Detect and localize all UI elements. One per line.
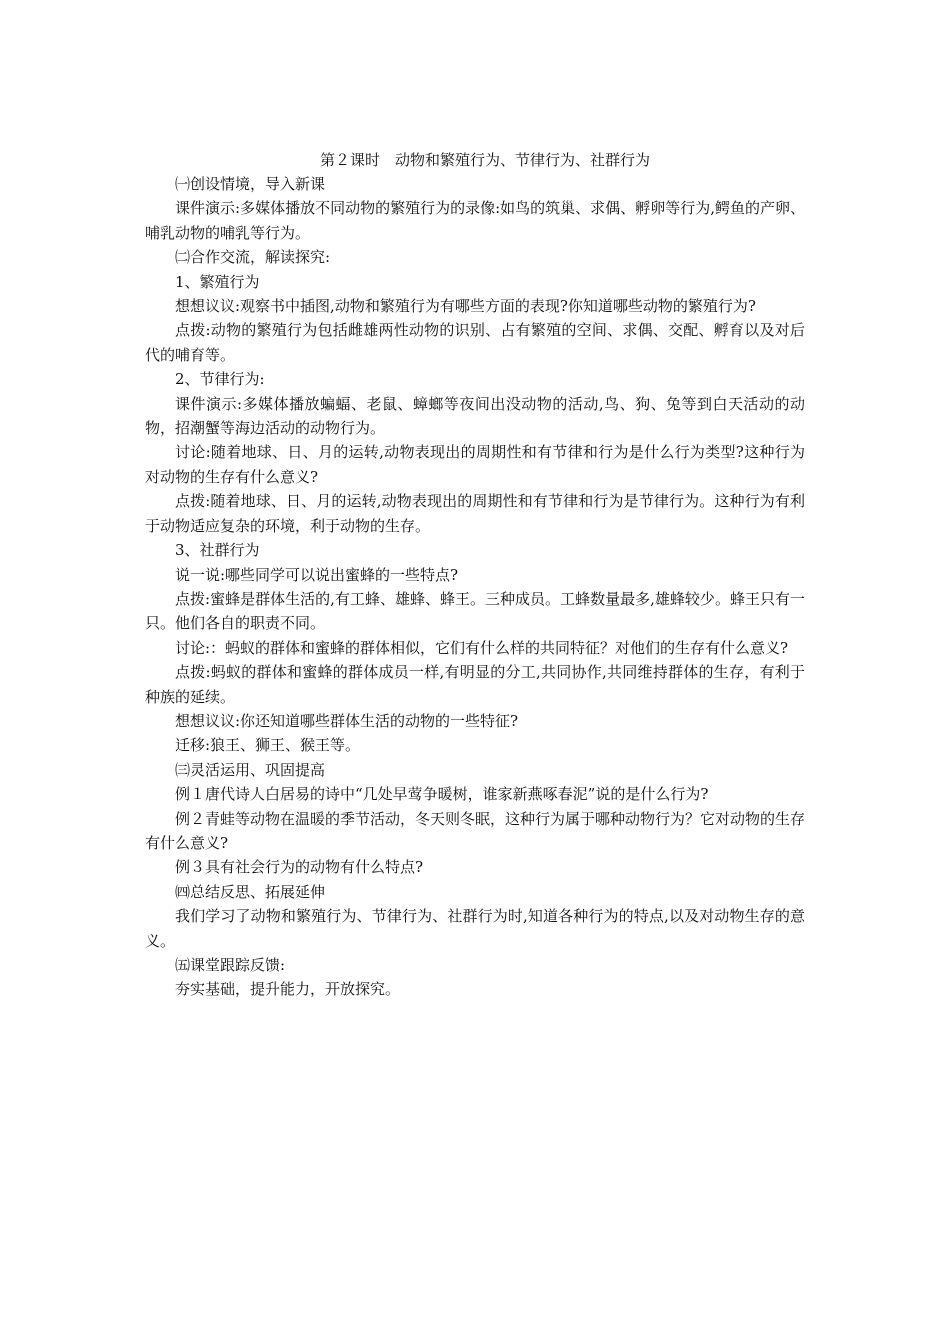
paragraph: 点拨:随着地球、日、月的运转,动物表现出的周期性和有节律和行为是节律行为。这种行为有利于动物适应复杂的环境，利于动物的生存。 <box>145 492 805 535</box>
paragraph: 例１唐代诗人白居易的诗中“几处早莺争暖树，谁家新燕啄春泥”说的是什么行为? <box>175 785 709 804</box>
paragraph: 课件演示:多媒体播放不同动物的繁殖行为的录像:如鸟的筑巢、求偶、孵卵等行为,鳄鱼的产卵、哺乳动物的哺乳等行为。 <box>145 199 805 242</box>
paragraph: 想想议议:观察书中插图,动物和繁殖行为有哪些方面的表现?你知道哪些动物的繁殖行为? <box>175 297 756 316</box>
document-body <box>145 172 805 1002</box>
paragraph: ㈠创设情境，导入新课 <box>175 175 326 193</box>
paragraph: 讨论:：蚂蚁的群体和蜜蜂的群体相似，它们有什么样的共同特征？对他们的生存有什么意义? <box>175 638 789 657</box>
paragraph: 点拨:蜜蜂是群体生活的,有工蜂、雄蜂、蜂王。三种成员。工蜂数量最多,雄蜂较少。蜂王只有一只。他们各自的职责不同。 <box>145 589 805 633</box>
paragraph: 例２青蛙等动物在温暖的季节活动，冬天则冬眠，这种行为属于哪种动物行为？它对动物的生存有什么意义? <box>145 809 806 852</box>
paragraph: 课件演示:多媒体播放蝙蝠、老鼠、蟑螂等夜间出没动物的活动,鸟、狗、兔等到白天活动的动物，招潮蟹等海边活动的动物行为。 <box>145 394 805 438</box>
paragraph: ㈤课堂跟踪反馈: <box>175 956 286 974</box>
document-page <box>145 148 805 1002</box>
document-title: 第２课时 动物和繁殖行为、节律行为、社群行为 <box>319 151 650 169</box>
paragraph: 点拨:蚂蚁的群体和蜜蜂的群体成员一样,有明显的分工,共同协作,共同维持群体的生存，有利于种族的延续。 <box>145 663 805 706</box>
paragraph: 夯实基础，提升能力，开放探究。 <box>175 980 401 999</box>
paragraph: 讨论:随着地球、日、月的运转,动物表现出的周期性和有节律和行为是什么行为类型?这种行为对动物的生存有什么意义? <box>145 443 805 486</box>
paragraph: 1、繁殖行为 <box>175 272 260 291</box>
paragraph: 2、节律行为: <box>175 370 265 389</box>
paragraph: 迁移:狼王、狮王、猴王等。 <box>175 736 361 755</box>
paragraph: 说一说:哪些同学可以说出蜜蜂的一些特点? <box>175 565 459 584</box>
paragraph: 点拨:动物的繁殖行为包括雌雄两性动物的识别、占有繁殖的空间、求偶、交配、孵育以及对后代的哺育等。 <box>145 321 805 364</box>
paragraph: 3、社群行为 <box>175 541 260 560</box>
paragraph: 想想议议:你还知道哪些群体生活的动物的一些特征? <box>175 711 519 730</box>
paragraph: 例３具有社会行为的动物有什么特点? <box>175 858 424 877</box>
paragraph: ㈣总结反思、拓展延伸 <box>175 882 326 901</box>
paragraph: ㈡合作交流，解读探究: <box>175 248 331 267</box>
paragraph: 我们学习了动物和繁殖行为、节律行为、社群行为时,知道各种行为的特点,以及对动物生存的意义。 <box>145 907 805 950</box>
paragraph: ㈢灵活运用、巩固提高 <box>175 760 326 779</box>
